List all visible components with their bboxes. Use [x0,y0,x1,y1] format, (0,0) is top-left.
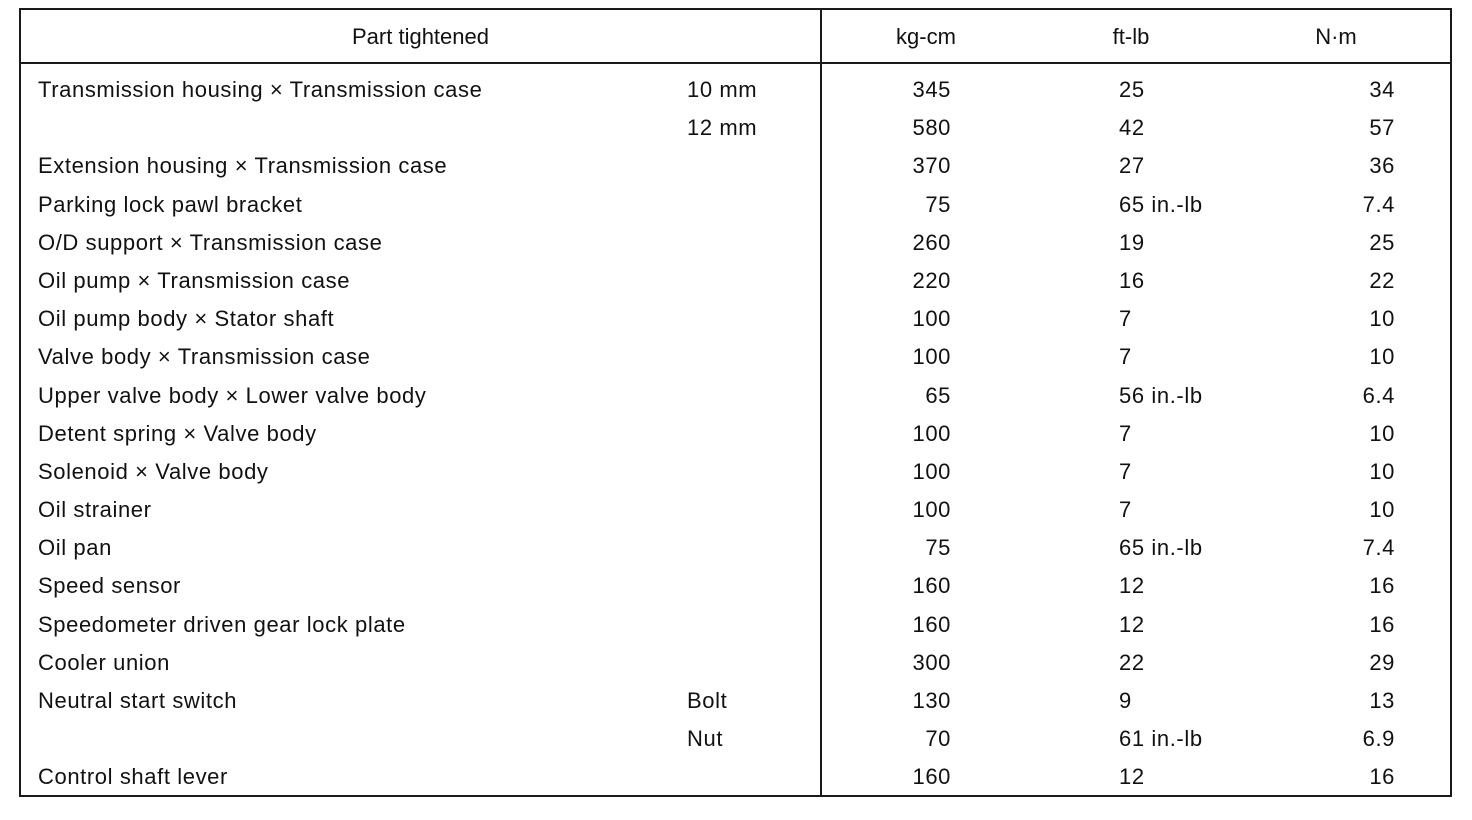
table-row [21,720,1450,758]
ft-lb-cell: 27 [1119,153,1145,179]
kg-cm-cell: 100 [912,306,951,332]
n-m-cell: 10 [1369,306,1395,332]
part-cell: Oil pump body × Stator shaft [38,306,335,332]
kg-cm-cell: 300 [912,649,951,675]
n-m-cell: 16 [1369,573,1395,599]
kg-cm-cell: 65 [925,382,951,408]
table-row [21,491,1450,529]
part-cell: Oil pan [38,535,112,561]
table-row [21,644,1450,682]
part-cell: Speedometer driven gear lock plate [38,611,406,637]
header-divider [21,62,1450,64]
part-cell: Extension housing × Transmission case [38,153,448,179]
part-cell: Transmission housing × Transmission case [38,77,483,102]
part-cell: Solenoid × Valve body [38,458,269,484]
part-cell: Oil strainer [38,497,152,523]
ft-lb-cell: 7 [1119,420,1132,446]
n-m-cell: 25 [1369,229,1395,255]
ft-lb-cell: 25 [1119,77,1145,102]
kg-cm-cell: 160 [912,764,951,790]
table-row [21,415,1450,453]
header-ft-lb: ft-lb [1112,24,1150,49]
ft-lb-cell: 22 [1119,649,1145,675]
header-kg-cm: kg-cm [896,24,956,49]
n-m-cell: 57 [1369,115,1395,141]
table-row [21,377,1450,415]
part-cell: Cooler union [38,649,170,675]
kg-cm-cell: 160 [912,611,951,637]
n-m-cell: 7.4 [1362,535,1395,561]
n-m-cell: 10 [1369,497,1395,523]
torque-spec-table [19,8,1452,797]
kg-cm-cell: 160 [912,573,951,599]
kg-cm-cell: 130 [912,688,951,713]
header-n-m: N·m [1315,24,1357,49]
n-m-cell: 22 [1369,267,1395,293]
n-m-cell: 7.4 [1362,191,1395,217]
table-row [21,71,1450,109]
part-cell: Control shaft lever [38,764,228,790]
ft-lb-cell: 65 in.-lb [1119,535,1203,561]
table-body [21,71,1450,797]
kg-cm-cell: 260 [912,229,951,255]
ft-lb-cell: 7 [1119,497,1132,523]
table-row [21,567,1450,605]
table-row [21,262,1450,300]
ft-lb-cell: 7 [1119,306,1132,332]
ft-lb-cell: 12 [1119,611,1145,637]
ft-lb-cell: 16 [1119,267,1145,293]
part-cell: Speed sensor [38,573,181,599]
table-row [21,300,1450,338]
ft-lb-cell: 61 in.-lb [1119,726,1203,752]
n-m-cell: 29 [1369,649,1395,675]
n-m-cell: 10 [1369,458,1395,484]
table-row [21,758,1450,796]
kg-cm-cell: 370 [912,153,951,179]
table-row [21,109,1450,147]
part-cell: Neutral start switch [38,688,238,713]
kg-cm-cell: 580 [912,115,951,141]
ft-lb-cell: 7 [1119,458,1132,484]
kg-cm-cell: 100 [912,344,951,370]
kg-cm-cell: 100 [912,497,951,523]
table-row [21,453,1450,491]
n-m-cell: 6.9 [1362,726,1395,752]
n-m-cell: 6.4 [1362,382,1395,408]
table-row [21,338,1450,376]
n-m-cell: 36 [1369,153,1395,179]
part-cell: Valve body × Transmission case [38,344,371,370]
table-row [21,147,1450,185]
n-m-cell: 13 [1369,688,1395,713]
ft-lb-cell: 12 [1119,764,1145,790]
table-row [21,529,1450,567]
table-row [21,186,1450,224]
n-m-cell: 10 [1369,344,1395,370]
n-m-cell: 16 [1369,764,1395,790]
n-m-cell: 16 [1369,611,1395,637]
spec-cell: Nut [687,726,724,752]
ft-lb-cell: 65 in.-lb [1119,191,1203,217]
ft-lb-cell: 42 [1119,115,1145,141]
table-row [21,606,1450,644]
ft-lb-cell: 56 in.-lb [1119,382,1203,408]
kg-cm-cell: 345 [912,77,951,102]
kg-cm-cell: 75 [925,191,951,217]
n-m-cell: 10 [1369,420,1395,446]
kg-cm-cell: 100 [912,420,951,446]
ft-lb-cell: 12 [1119,573,1145,599]
spec-cell: 12 mm [687,115,758,141]
kg-cm-cell: 100 [912,458,951,484]
n-m-cell: 34 [1369,77,1395,102]
ft-lb-cell: 7 [1119,344,1132,370]
part-cell: Oil pump × Transmission case [38,267,351,293]
kg-cm-cell: 75 [925,535,951,561]
part-cell: O/D support × Transmission case [38,229,383,255]
table-row [21,682,1450,720]
ft-lb-cell: 9 [1119,688,1132,713]
part-cell: Upper valve body × Lower valve body [38,382,427,408]
spec-cell: Bolt [687,688,728,713]
ft-lb-cell: 19 [1119,229,1145,255]
part-cell: Detent spring × Valve body [38,420,317,446]
kg-cm-cell: 70 [925,726,951,752]
part-cell: Parking lock pawl bracket [38,191,303,217]
kg-cm-cell: 220 [912,267,951,293]
spec-cell: 10 mm [687,77,758,102]
header-part-tightened: Part tightened [352,24,489,49]
table-row [21,224,1450,262]
